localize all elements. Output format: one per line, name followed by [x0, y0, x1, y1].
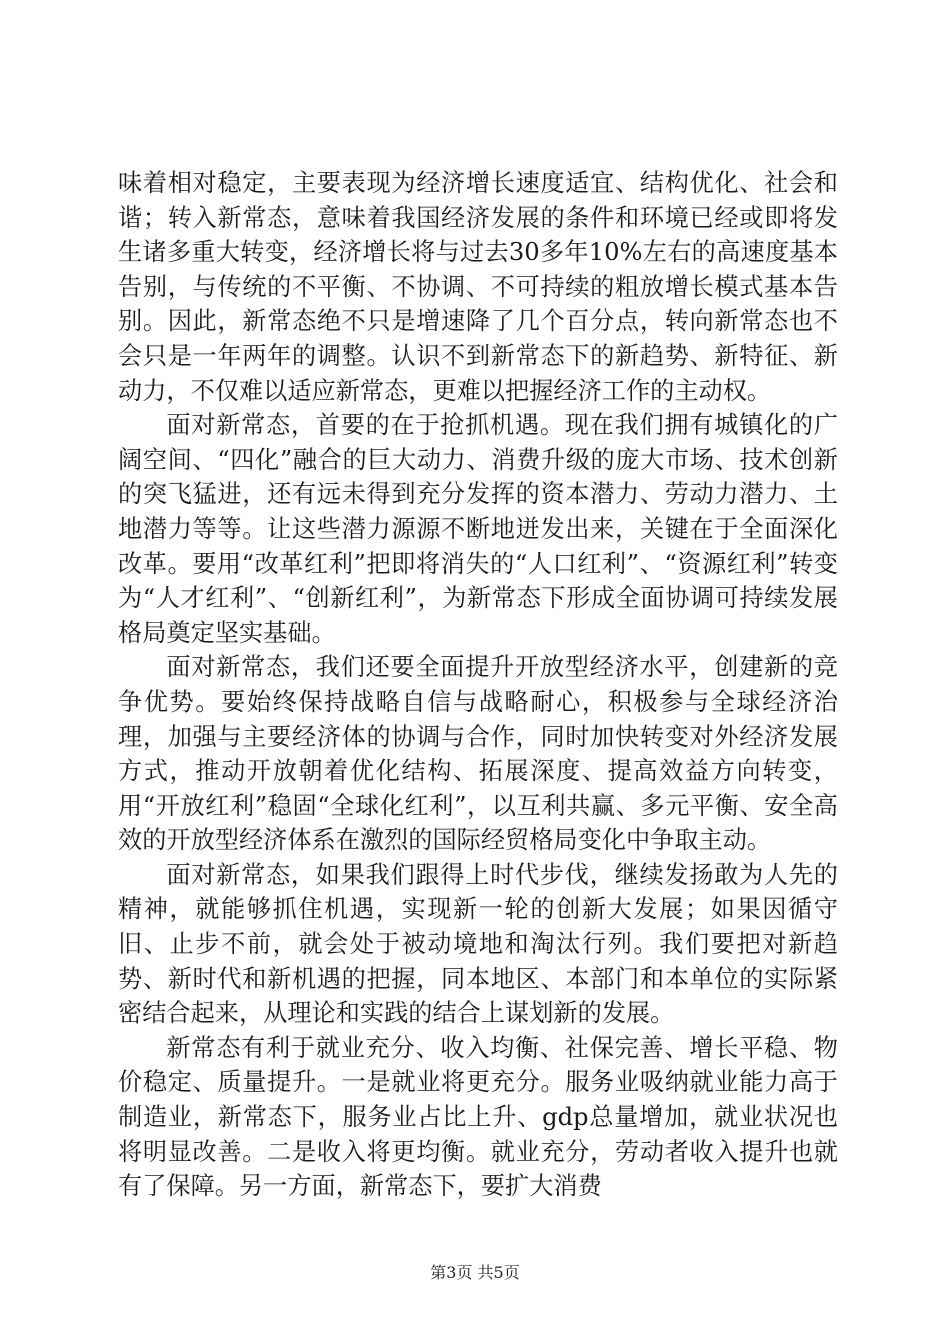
paragraph-2: 面对新常态，首要的在于抢抓机遇。现在我们拥有城镇化的广阔空间、“四化”融合的巨大动力、消费升级的庞大市场、技术创新的突飞猛进，还有远未得到充分发挥的资本潜力、劳动力潜力、土地潜力等等。让这些潜力源源不断地迸发出来，关键在于全面深化改革。要用“改革红利”把即将消失的“人口红利”、“资源红利”转变为“人才红利”、“创新红利”，为新常态下形成全面协调可持续发展格局奠定坚实基础。 — [118, 411, 838, 647]
paragraph-4: 面对新常态，如果我们跟得上时代步伐，继续发扬敢为人先的精神，就能够抓住机遇，实现新一轮的创新大发展；如果因循守旧、止步不前，就会处于被动境地和淘汰行列。我们要把对新趋势、新时代和新机遇的把握，同本地区、本部门和本单位的实际紧密结合起来，从理论和实践的结合上谋划新的发展。 — [118, 860, 838, 1028]
paragraph-1: 味着相对稳定，主要表现为经济增长速度适宜、结构优化、社会和谐；转入新常态，意味着我国经济发展的条件和环境已经或即将发生诸多重大转变，经济增长将与过去30多年10%左右的高速度基本告别，与传统的不平衡、不协调、不可持续的粗放增长模式基本告别。因此，新常态绝不只是增速降了几个百分点，转向新常态也不会只是一年两年的调整。认识不到新常态下的新趋势、新特征、新动力，不仅难以适应新常态，更难以把握经济工作的主动权。 — [118, 169, 838, 405]
paragraph-3: 面对新常态，我们还要全面提升开放型经济水平，创建新的竞争优势。要始终保持战略自信与战略耐心，积极参与全球经济治理，加强与主要经济体的协调与合作，同时加快转变对外经济发展方式，推动开放朝着优化结构、拓展深度、提高效益方向转变，用“开放红利”稳固“全球化红利”，以互利共赢、多元平衡、安全高效的开放型经济体系在激烈的国际经贸格局变化中争取主动。 — [118, 653, 838, 855]
body-text — [118, 166, 838, 1204]
page-footer: 第3页 共5页 — [430, 1263, 520, 1282]
paragraph-5: 新常态有利于就业充分、收入均衡、社保完善、增长平稳、物价稳定、质量提升。一是就业将更充分。服务业吸纳就业能力高于制造业，新常态下，服务业占比上升、gdp总量增加，就业状况也将明显改善。二是收入将更均衡。就业充分，劳动者收入提升也就有了保障。另一方面，新常态下，要扩大消费 — [118, 1033, 838, 1201]
